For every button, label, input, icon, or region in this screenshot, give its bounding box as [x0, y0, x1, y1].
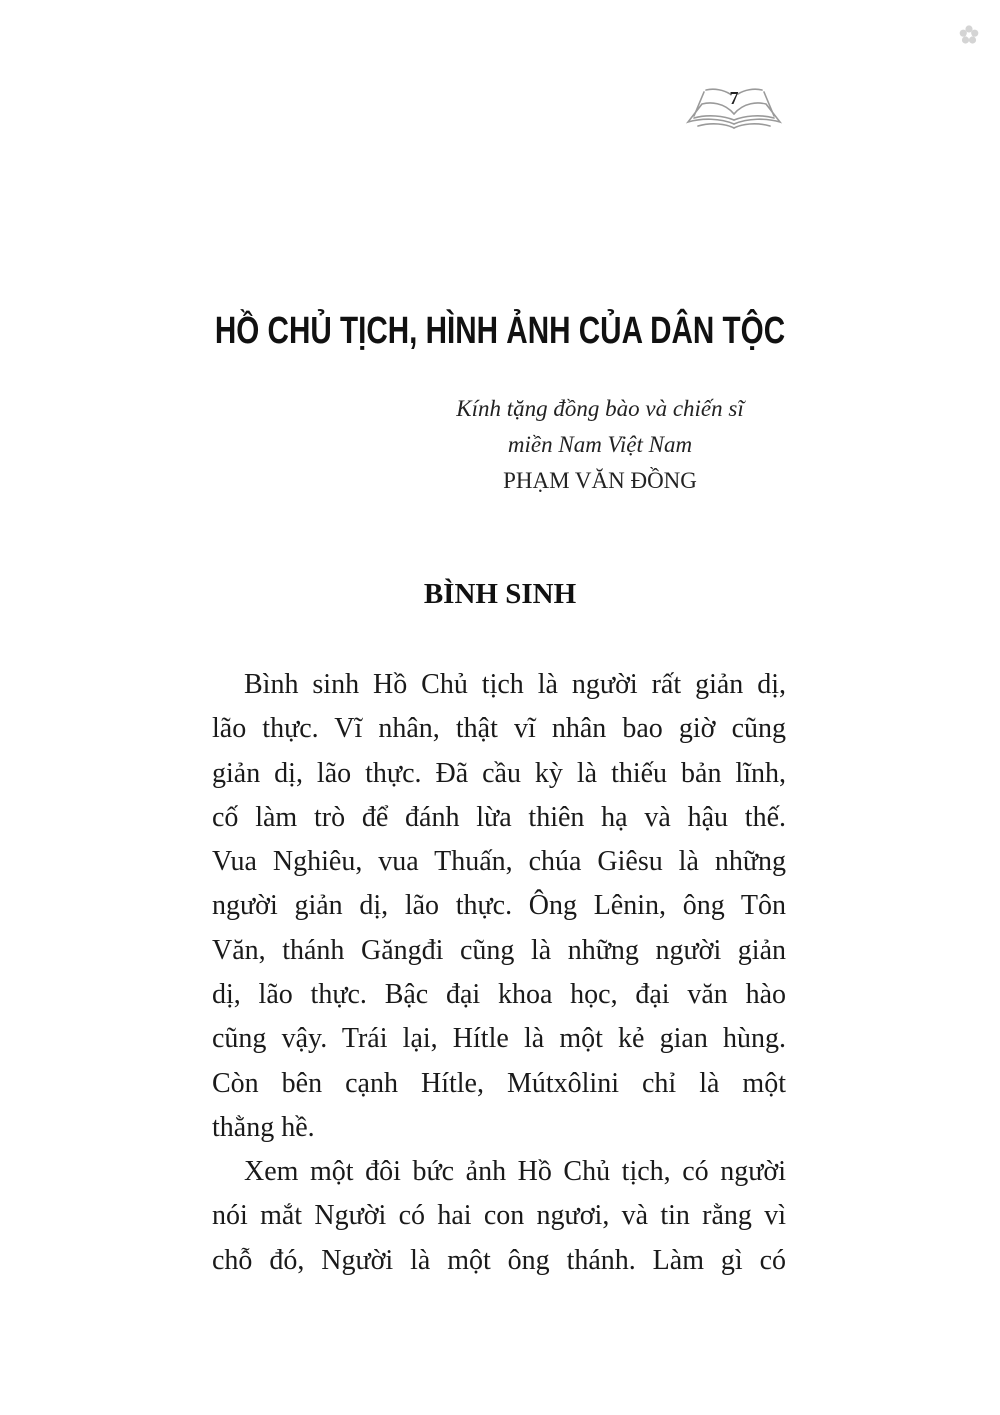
page-number: 7 [729, 88, 739, 108]
flower-icon [958, 24, 980, 46]
text-line: Bình sinh Hồ Chủ tịch là người rất giản dị, [244, 669, 786, 700]
section-title: BÌNH SINH [423, 578, 577, 610]
text-line: Văn, thánh Găngđi cũng là những người giản [212, 934, 786, 966]
text-line: cũng vậy. Trái lại, Hítle là một kẻ gian hùng. [212, 1023, 786, 1055]
text-line: chỗ đó, Người là một ông thánh. Làm gì có [212, 1244, 786, 1276]
text-line: thằng hề. [212, 1111, 315, 1143]
dedication-author: PHẠM VĂN ĐỒNG [503, 468, 697, 493]
text-line: giản dị, lão thực. Đã cầu kỳ là thiếu bản lĩnh, [212, 757, 786, 789]
paragraph-2 [212, 1150, 786, 1283]
text-line: lão thực. Vĩ nhân, thật vĩ nhân bao giờ cũng [212, 713, 786, 745]
text-line: người giản dị, lão thực. Ông Lênin, ông Tôn [212, 890, 786, 922]
dedication-line-2: miền Nam Việt Nam [507, 432, 693, 457]
text-line: nói mắt Người có hai con ngươi, và tin rằng vì [212, 1200, 786, 1232]
text-line: dị, lão thực. Bậc đại khoa học, đại văn hào [212, 979, 786, 1011]
text-line: Vua Nghiêu, vua Thuấn, chúa Giêsu là những [212, 846, 786, 878]
text-line: Còn bên cạnh Hítle, Mútxôlini chỉ là một [212, 1067, 786, 1099]
text-line: cố làm trò để đánh lừa thiên hạ và hậu thế. [212, 801, 786, 833]
dedication-line-1: Kính tặng đồng bào và chiến sĩ [456, 396, 744, 421]
chapter-title: HỒ CHỦ TỊCH, HÌNH ẢNH CỦA DÂN TỘC [214, 310, 786, 352]
page-number-badge [684, 80, 784, 130]
paragraph-1 [212, 663, 786, 1150]
text-line: Xem một đôi bức ảnh Hồ Chủ tịch, có người [244, 1156, 786, 1187]
